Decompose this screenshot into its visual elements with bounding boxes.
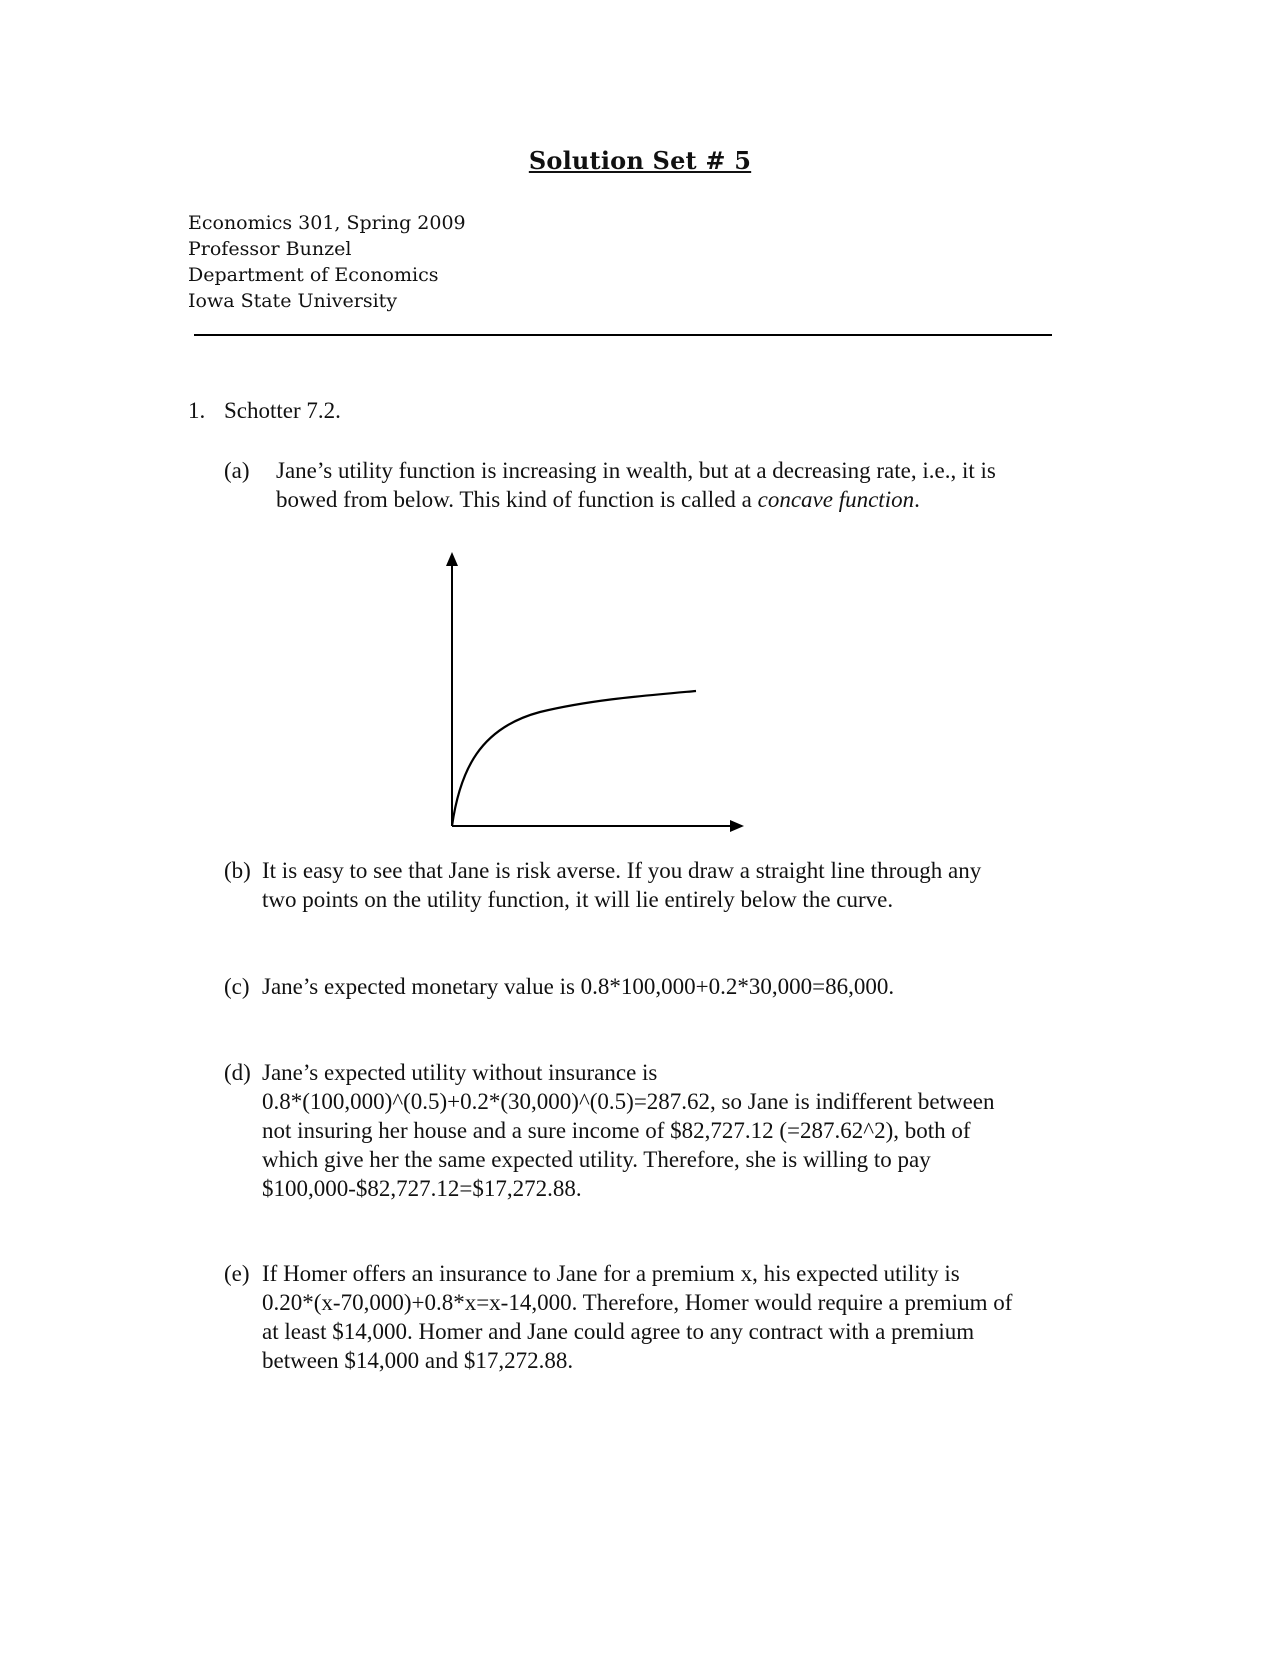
part-d-line: not insuring her house and a sure income of $82,727.12 (=287.62^2), both of: [262, 1118, 971, 1143]
course-header: [188, 210, 466, 314]
part-a-emphasis: concave function: [757, 487, 915, 512]
part-e-line: between $14,000 and $17,272.88.: [262, 1348, 574, 1373]
part-a-text: [276, 456, 996, 514]
part-e-line: If Homer offers an insurance to Jane for a premium x, his expected utility is: [262, 1261, 960, 1286]
part-d-line: 0.8*(100,000)^(0.5)+0.2*(30,000)^(0.5)=287.62, so Jane is indifferent between: [262, 1089, 995, 1114]
university-line: Iowa State University: [188, 290, 398, 312]
part-a-line: Jane’s utility function is increasing in wealth, but at a decreasing rate, i.e., it is: [276, 458, 996, 483]
part-d-line: $100,000-$82,727.12=$17,272.88.: [262, 1176, 582, 1201]
part-b-line: two points on the utility function, it will lie entirely below the curve.: [262, 887, 894, 912]
question-title: Schotter 7.2.: [224, 398, 341, 423]
part-d-line: Jane’s expected utility without insurance is: [262, 1060, 658, 1085]
part-b-label: (b): [224, 858, 251, 883]
part-a-line: [276, 485, 996, 514]
part-a-line2-prefix: bowed from below. This kind of function is called a: [276, 487, 758, 512]
department-line: Department of Economics: [188, 264, 439, 286]
header-divider: [194, 334, 1052, 336]
part-c-label: (c): [224, 974, 250, 999]
part-a-label: (a): [224, 458, 250, 483]
part-c-text: [262, 972, 894, 1001]
part-b-text: [262, 856, 981, 914]
part-d-label: (d): [224, 1060, 251, 1085]
utility-curve: [452, 691, 696, 826]
part-e-line: 0.20*(x-70,000)+0.8*x=x-14,000. Therefore, Homer would require a premium of: [262, 1290, 1013, 1315]
x-axis-arrowhead: [730, 820, 744, 832]
part-e-text: [262, 1259, 1012, 1375]
part-d-line: which give her the same expected utility. Therefore, she is willing to pay: [262, 1147, 931, 1172]
part-c-line: Jane’s expected monetary value is 0.8*100,000+0.2*30,000=86,000.: [262, 974, 895, 999]
part-d-text: [262, 1058, 995, 1203]
part-e-line: at least $14,000. Homer and Jane could agree to any contract with a premium: [262, 1319, 975, 1344]
professor-line: Professor Bunzel: [188, 238, 352, 260]
page-title: Solution Set # 5: [528, 146, 752, 175]
part-a-line2-suffix: .: [914, 487, 920, 512]
part-b-line: It is easy to see that Jane is risk averse. If you draw a straight line through any: [262, 858, 982, 883]
course-line: Economics 301, Spring 2009: [188, 212, 466, 234]
part-e-label: (e): [224, 1261, 250, 1286]
concave-utility-curve-icon: [430, 550, 750, 840]
question-number: 1.: [188, 398, 206, 423]
y-axis-arrowhead: [446, 552, 458, 566]
